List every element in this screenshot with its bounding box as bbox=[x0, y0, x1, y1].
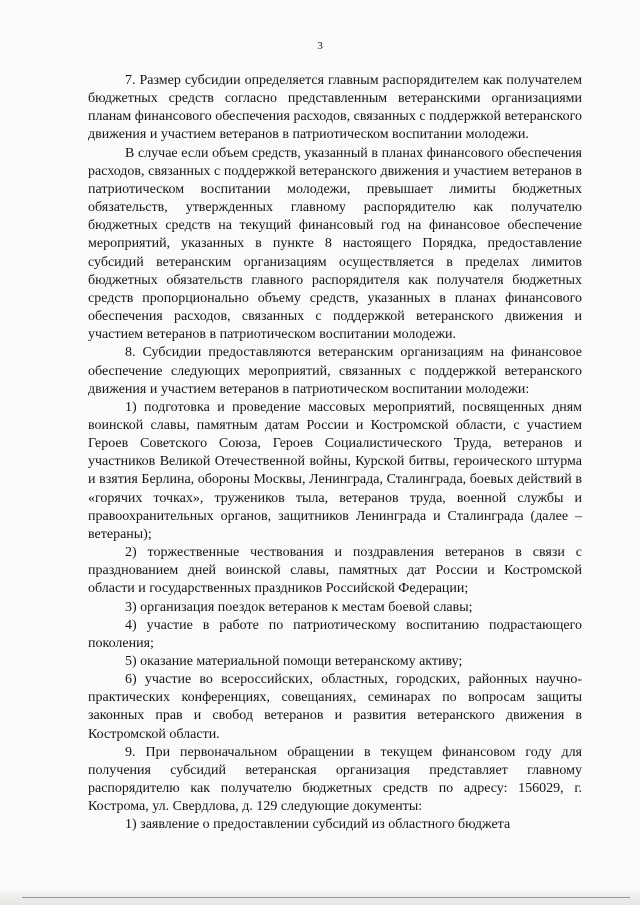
page-number: 3 bbox=[317, 40, 323, 52]
paragraph-7-subsidy-amount: 7. Размер субсидии определяется главным распорядителем как получателем бюджетных средств согласно представленным ветеранскими организациями планам финансового обеспечения расходов, связанных с поддержкой ветеранского движения и участием ветеранов в патриотическом воспитании молодежи. bbox=[88, 73, 582, 143]
list-item-patriotic-education: 4) участие в работе по патриотическому воспитанию подрастающего поколения; bbox=[88, 617, 582, 651]
scan-edge-line bbox=[22, 897, 630, 898]
list-item-conferences: 6) участие во всероссийских, областных, городских, районных научно-практических конференциях, совещаниях, семинарах по вопросам защиты законных прав и свобод ветеранов и развития ветеранского движения в Костромской области. bbox=[88, 672, 582, 742]
list-item-trips: 3) организация поездок ветеранов к местам боевой славы; bbox=[125, 599, 473, 615]
document-body bbox=[88, 72, 582, 835]
list-item-application: 1) заявление о предоставлении субсидий из областного бюджета bbox=[125, 817, 511, 833]
list-item-material-aid: 5) оказание материальной помощи ветеранскому активу; bbox=[125, 654, 463, 669]
list-item-celebrations: 2) торжественные чествования и поздравления ветеранов в связи с празднованием дней воинской славы, памятных дат России и Костромской области и государственных праздников Российской Федерации; bbox=[88, 545, 582, 597]
list-item-mass-events: 1) подготовка и проведение массовых мероприятий, посвященных дням воинской славы, памятным датам России и Костромской области, с участием Героев Советского Союза, Героев Социалистического Труда, ветеранов и участников Великой Отечественной войны, Курской битвы, героического штурма и взятия Берлина, обороны Москвы, Ленинграда, Сталинграда, боевых действий в «горячих точках», тружеников тыла, ветеранов труда, военной службы и правоохранительных органов, защитников Ленинграда и Сталинграда (далее – ветераны); bbox=[88, 399, 582, 542]
paragraph-8-events-intro: 8. Субсидии предоставляются ветеранским организациям на финансовое обеспечение следующих мероприятий, связанных с поддержкой ветеранского движения и участием ветеранов в патриотическом воспитании молодежи: bbox=[88, 345, 582, 397]
paragraph-9-documents: 9. При первоначальном обращении в текущем финансовом году для получения субсидий ветеранская организация представляет главному распорядителю как получателю бюджетных средств по адресу: 156029, г. Кострома, ул. Свердлова, д. 129 следующие документы: bbox=[88, 744, 582, 815]
paragraph-budget-limits: В случае если объем средств, указанный в планах финансового обеспечения расходов, связанных с поддержкой ветеранского движения и участием ветеранов в патриотическом воспитании молодежи, превышает лимиты бюджетных обязательств, утвержденных главному распорядителю как получателю бюджетных средств на текущий финансовый год на финансовое обеспечение мероприятий, указанных в пункте 8 настоящего Порядка, предоставление субсидий ветеранским организациям осуществляется в пределах лимитов бюджетных обязательств главного распорядителя как получателя бюджетных средств пропорционально объему средств, указанных в планах финансового обеспечения расходов, связанных с поддержкой ветеранского движения и участием ветеранов в патриотическом воспитании молодежи. bbox=[88, 145, 582, 343]
scan-bottom-edge bbox=[0, 891, 640, 905]
